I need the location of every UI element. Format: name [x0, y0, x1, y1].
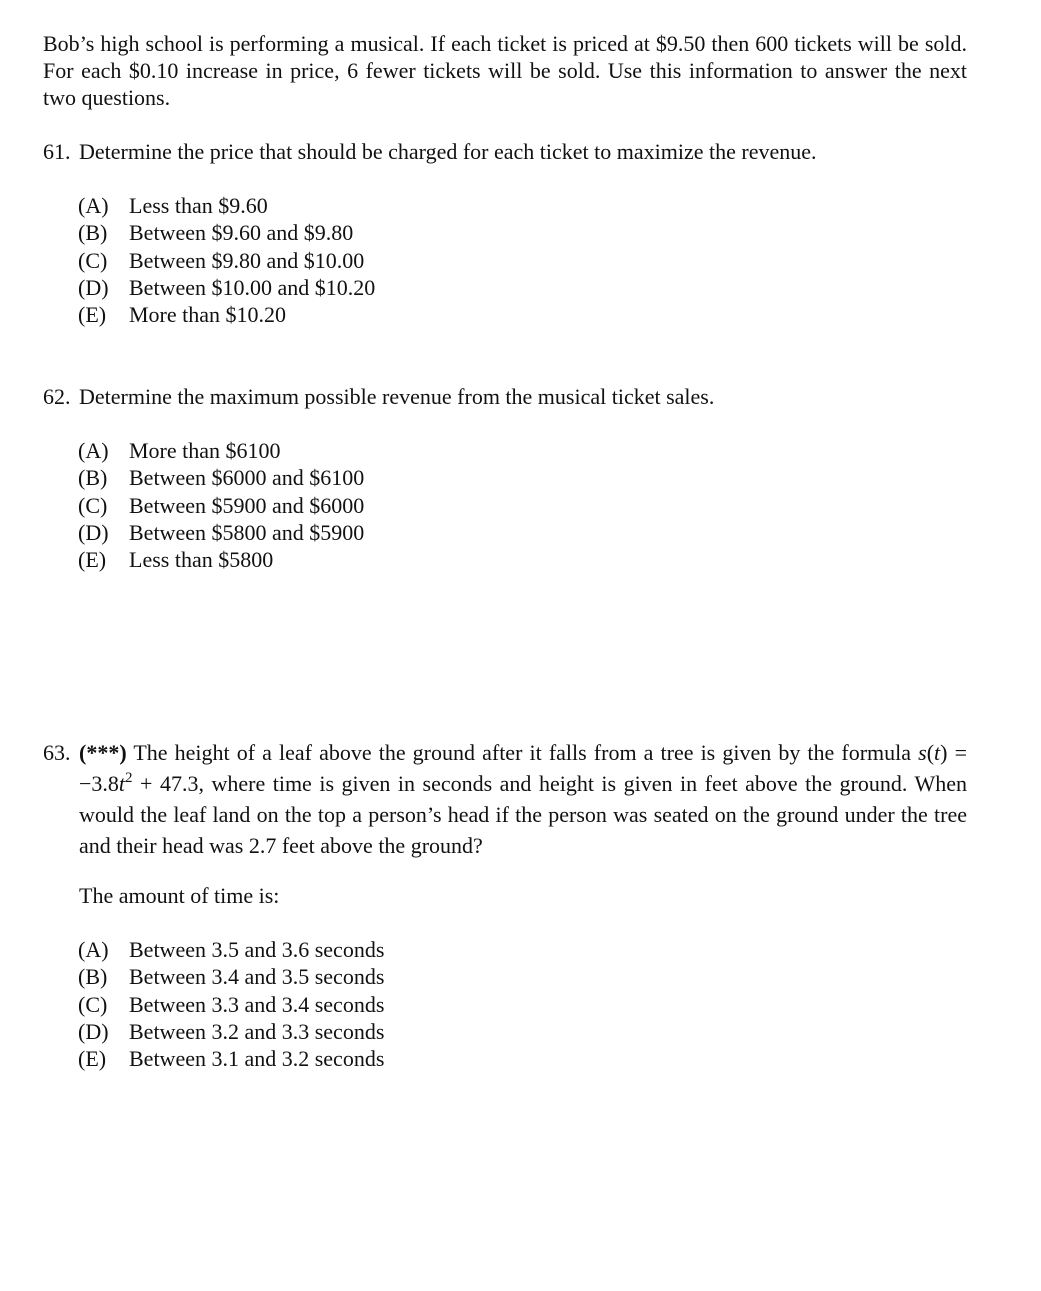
choice-text: Between 3.1 and 3.2 seconds: [129, 1046, 385, 1072]
choice-61-c: [78, 247, 375, 274]
choice-62-b: [78, 464, 364, 491]
choice-text: Between $9.80 and $10.00: [129, 247, 365, 273]
choice-letter: (C): [78, 247, 108, 273]
choice-letter: (D): [78, 274, 109, 300]
question-63-text: [79, 737, 967, 861]
question-63: [43, 737, 967, 861]
formula-t: t: [118, 771, 126, 796]
choice-letter: (D): [78, 1018, 109, 1044]
question-62-choices: [78, 437, 364, 573]
choice-letter: (C): [78, 991, 108, 1017]
intro-paragraph: Bob’s high school is performing a musical. If each ticket is priced at $9.50 then 600 tickets will be sold. For each $0.10 increase in price, 6 fewer tickets will be sold. Use this information to answer the next two questions.: [43, 31, 967, 110]
formula-rest: + 47.3: [132, 771, 199, 796]
choice-text: Between 3.3 and 3.4 seconds: [129, 991, 385, 1017]
question-62-number: 62.: [43, 384, 71, 409]
question-62-text: Determine the maximum possible revenue from the musical ticket sales.: [79, 384, 715, 409]
difficulty-stars: (***): [79, 740, 127, 765]
choice-text: Between $6000 and $6100: [129, 465, 365, 491]
choice-letter: (B): [78, 964, 108, 990]
choice-63-a: [78, 936, 384, 963]
formula-variable: t: [934, 740, 941, 765]
choice-letter: (A): [78, 193, 109, 218]
formula-equals: = −3.8: [79, 740, 967, 796]
choice-letter: (E): [78, 547, 107, 573]
choice-text: Between $10.00 and $10.20: [129, 274, 376, 300]
choice-text: Between 3.4 and 3.5 seconds: [129, 964, 385, 990]
height-formula: $s(t) = -3.8t^2 + 47.3$: [79, 740, 967, 796]
choice-63-b: [78, 963, 384, 990]
choice-text: Between $5800 and $5900: [129, 519, 365, 545]
choice-63-c: [78, 991, 384, 1018]
choice-text: Between $9.60 and $9.80: [129, 220, 354, 246]
choice-letter: (B): [78, 465, 108, 491]
choice-letter: (A): [78, 438, 109, 463]
formula-exponent: 2: [125, 770, 133, 786]
choice-letter: (D): [78, 519, 109, 545]
formula-function: s: [918, 740, 927, 765]
choice-text: More than $6100: [129, 438, 281, 463]
choice-text: More than $10.20: [129, 302, 287, 328]
choice-text: Between 3.2 and 3.3 seconds: [129, 1018, 385, 1044]
question-61: [43, 138, 967, 165]
choice-text: Between 3.5 and 3.6 seconds: [129, 937, 385, 962]
question-62: [43, 383, 967, 410]
choice-62-a: [78, 437, 364, 464]
choice-text: Less than $5800: [129, 547, 274, 573]
choice-62-c: [78, 492, 364, 519]
question-61-number: 61.: [43, 139, 71, 164]
choice-61-d: [78, 274, 375, 301]
choice-63-d: [78, 1018, 384, 1045]
question-63-text-after: , where time is given in seconds and height is given in feet above the ground. When would the leaf land on the top a person’s head if the person was seated on the ground under the tree and their head was 2.7 feet above the ground?: [79, 771, 967, 858]
choice-letter: (C): [78, 492, 108, 518]
choice-62-e: [78, 546, 364, 573]
choice-letter: (E): [78, 1046, 107, 1072]
choice-61-e: [78, 301, 375, 328]
choice-62-d: [78, 519, 364, 546]
choice-text: Less than $9.60: [129, 193, 268, 218]
choice-letter: (A): [78, 937, 109, 962]
choice-63-e: [78, 1045, 384, 1072]
choice-61-b: [78, 219, 375, 246]
question-63-text-before: The height of a leaf above the ground after it falls from a tree is given by the formula: [126, 740, 919, 765]
choice-letter: (E): [78, 302, 107, 328]
question-63-number: 63.: [43, 740, 71, 765]
question-63-choices: [78, 936, 384, 1072]
choice-61-a: [78, 192, 375, 219]
choice-letter: (B): [78, 220, 108, 246]
answer-prompt: The amount of time is:: [79, 883, 280, 908]
choice-text: Between $5900 and $6000: [129, 492, 365, 518]
question-61-choices: [78, 192, 375, 328]
question-61-text: Determine the price that should be charged for each ticket to maximize the revenue.: [79, 139, 817, 164]
